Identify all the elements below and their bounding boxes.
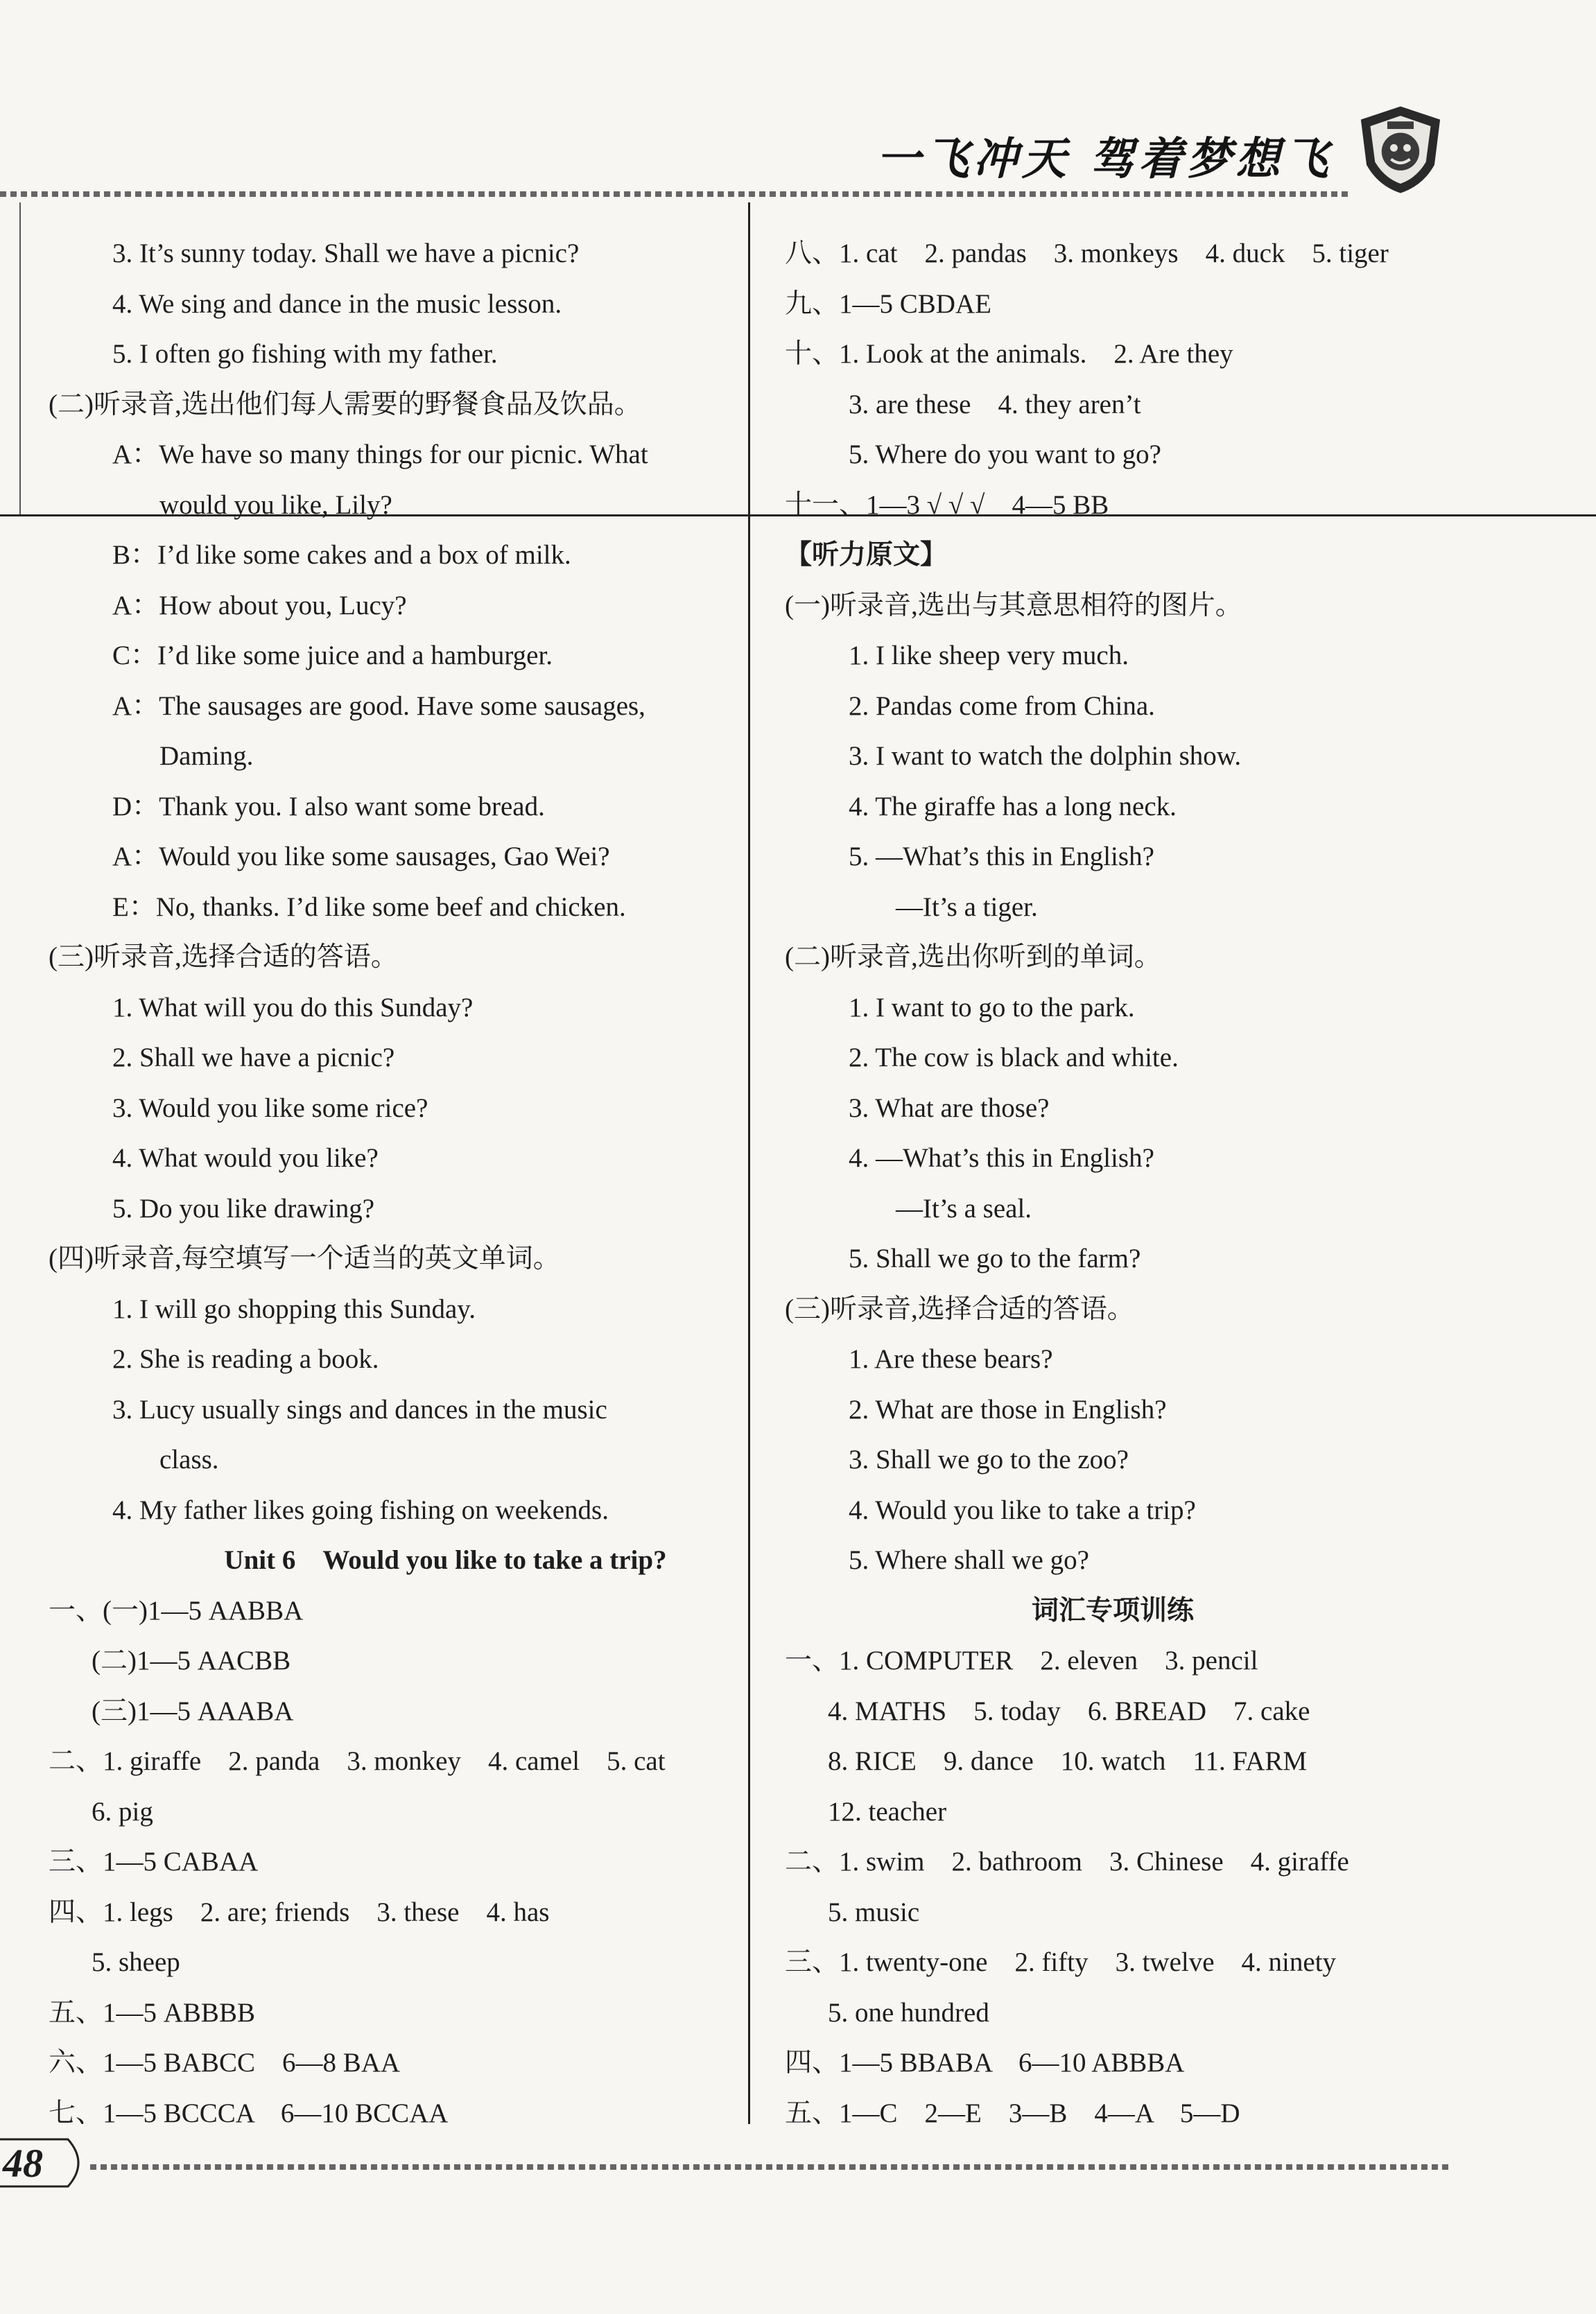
answer-line: 一、(一)1—5 AABBA <box>49 1595 304 1626</box>
answer-line: 四、1. legs 2. are; friends 3. these 4. has <box>49 1897 550 1927</box>
answer-line: 七、1—5 BCCCA 6—10 BCCAA <box>49 2098 449 2128</box>
section-heading: (一)听录音,选出与其意思相符的图片。 <box>785 590 1242 620</box>
answer-line: 5. Where do you want to go? <box>849 440 1161 469</box>
answer-line: 4. MATHS 5. today 6. BREAD 7. cake <box>828 1696 1310 1726</box>
section-heading: (三)听录音,选择合适的答语。 <box>49 942 398 972</box>
text-line: 4. The giraffe has a long neck. <box>849 791 1177 821</box>
text-line: E：No, thanks. I’d like some beef and chicken. <box>112 891 626 922</box>
answer-line: 5. sheep <box>92 1947 180 1977</box>
page-number-badge <box>0 2135 90 2191</box>
text-line: 1. I like sheep very much. <box>849 641 1129 670</box>
section-heading: (三)听录音,选择合适的答语。 <box>785 1294 1134 1324</box>
text-line: 2. The cow is black and white. <box>849 1043 1179 1072</box>
text-line: Daming. <box>159 741 254 771</box>
text-line: 1. What will you do this Sunday? <box>112 992 474 1023</box>
text-line: C：I’d like some juice and a hamburger. <box>112 641 553 670</box>
text-line: 3. It’s sunny today. Shall we have a picnic? <box>112 238 580 268</box>
answer-line: 九、1—5 CBDAE <box>785 288 991 319</box>
text-line: A：The sausages are good. Have some sausages, <box>112 690 645 721</box>
text-line: 4. Would you like to take a trip? <box>849 1495 1196 1525</box>
answer-line: 3. are these 4. they aren’t <box>849 389 1141 419</box>
section-heading: (二)听录音,选出你听到的单词。 <box>785 942 1161 972</box>
text-line: 5. Do you like drawing? <box>112 1193 375 1224</box>
text-line: —It’s a seal. <box>896 1193 1032 1224</box>
text-line: 2. What are those in English? <box>849 1394 1167 1425</box>
answer-line: 二、1. giraffe 2. panda 3. monkey 4. camel 5. cat <box>49 1746 666 1776</box>
text-line: 3. Shall we go to the zoo? <box>849 1445 1129 1474</box>
text-line: 4. We sing and dance in the music lesson. <box>112 288 562 319</box>
text-line: D：Thank you. I also want some bread. <box>112 791 545 821</box>
answer-line: 6. pig <box>92 1796 153 1827</box>
text-line: A：We have so many things for our picnic. What <box>112 440 648 469</box>
answer-line: 四、1—5 BBABA 6—10 ABBBA <box>785 2048 1185 2078</box>
text-line: class. <box>159 1445 219 1474</box>
answer-line: 8. RICE 9. dance 10. watch 11. FARM <box>828 1746 1308 1776</box>
text-line: 1. I will go shopping this Sunday. <box>112 1294 476 1324</box>
section-heading: (四)听录音,每空填写一个适当的英文单词。 <box>49 1244 560 1273</box>
answer-line: 5. music <box>828 1897 920 1927</box>
answer-line: 二、1. swim 2. bathroom 3. Chinese 4. giraffe <box>785 1847 1349 1877</box>
answer-line: 一、1. COMPUTER 2. eleven 3. pencil <box>785 1646 1258 1676</box>
text-line: 3. What are those? <box>849 1093 1050 1123</box>
text-line: A：How about you, Lucy? <box>112 590 407 620</box>
answer-line: (三)1—5 AAABA <box>92 1696 294 1726</box>
text-line: 3. Lucy usually sings and dances in the music <box>112 1394 607 1425</box>
text-line: would you like, Lily? <box>159 489 392 520</box>
text-line: 3. I want to watch the dolphin show. <box>849 741 1242 771</box>
answer-line: 十、1. Look at the animals. 2. Are they <box>785 339 1233 369</box>
vocab-section-title: 词汇专项训练 <box>1032 1595 1195 1626</box>
text-line: 4. What would you like? <box>112 1143 379 1173</box>
answer-line: 5. one hundred <box>828 1997 989 2028</box>
answer-line: 六、1—5 BABCC 6—8 BAA <box>49 2048 401 2078</box>
page-number: 48 <box>3 2141 43 2186</box>
text-line: 4. My father likes going fishing on weekends. <box>112 1495 609 1525</box>
text-line: 5. Shall we go to the farm? <box>849 1244 1141 1273</box>
page-header <box>0 0 1596 208</box>
listening-script-heading: 【听力原文】 <box>785 540 948 570</box>
crest-logo-icon <box>1353 103 1448 197</box>
answer-line: 十一、1—3 √ √ √ 4—5 BB <box>785 489 1109 520</box>
column-divider <box>748 202 750 2124</box>
left-column <box>49 229 742 2139</box>
text-line: 3. Would you like some rice? <box>112 1093 428 1123</box>
text-line: 5. Where shall we go? <box>849 1545 1089 1575</box>
left-margin-line <box>19 202 21 514</box>
text-line: 4. —What’s this in English? <box>849 1143 1154 1173</box>
answer-line: 八、1. cat 2. pandas 3. monkeys 4. duck 5. tiger <box>785 238 1389 268</box>
text-line: 2. Pandas come from China. <box>849 690 1155 721</box>
answer-line: 三、1—5 CABAA <box>49 1847 259 1877</box>
unit-title: Unit 6 Would you like to take a trip? <box>224 1545 667 1575</box>
text-line: 2. Shall we have a picnic? <box>112 1043 395 1072</box>
footer-dashed-rule <box>90 2164 1449 2170</box>
text-line: 5. —What’s this in English? <box>849 842 1154 871</box>
header-dashed-rule <box>0 191 1352 197</box>
answer-line: 五、1—C 2—E 3—B 4—A 5—D <box>785 2098 1240 2128</box>
answer-line: 12. teacher <box>828 1796 947 1827</box>
text-line: —It’s a tiger. <box>896 891 1038 922</box>
text-line: B：I’d like some cakes and a box of milk. <box>112 540 571 570</box>
text-line: 5. I often go fishing with my father. <box>112 339 498 369</box>
text-line: 1. Are these bears? <box>849 1344 1053 1374</box>
right-column <box>785 229 1478 2139</box>
section-heading: (二)听录音,选出他们每人需要的野餐食品及饮品。 <box>49 389 641 419</box>
answer-line: 三、1. twenty-one 2. fifty 3. twelve 4. ninety <box>785 1947 1337 1977</box>
answer-line: (二)1—5 AACBB <box>92 1646 291 1676</box>
header-slogan: 一飞冲天 驾着梦想飞 <box>876 134 1333 185</box>
text-line: 2. She is reading a book. <box>112 1344 379 1374</box>
text-line: 1. I want to go to the park. <box>849 992 1135 1023</box>
text-line: A：Would you like some sausages, Gao Wei? <box>112 842 610 871</box>
answer-line: 五、1—5 ABBBB <box>49 1997 255 2028</box>
